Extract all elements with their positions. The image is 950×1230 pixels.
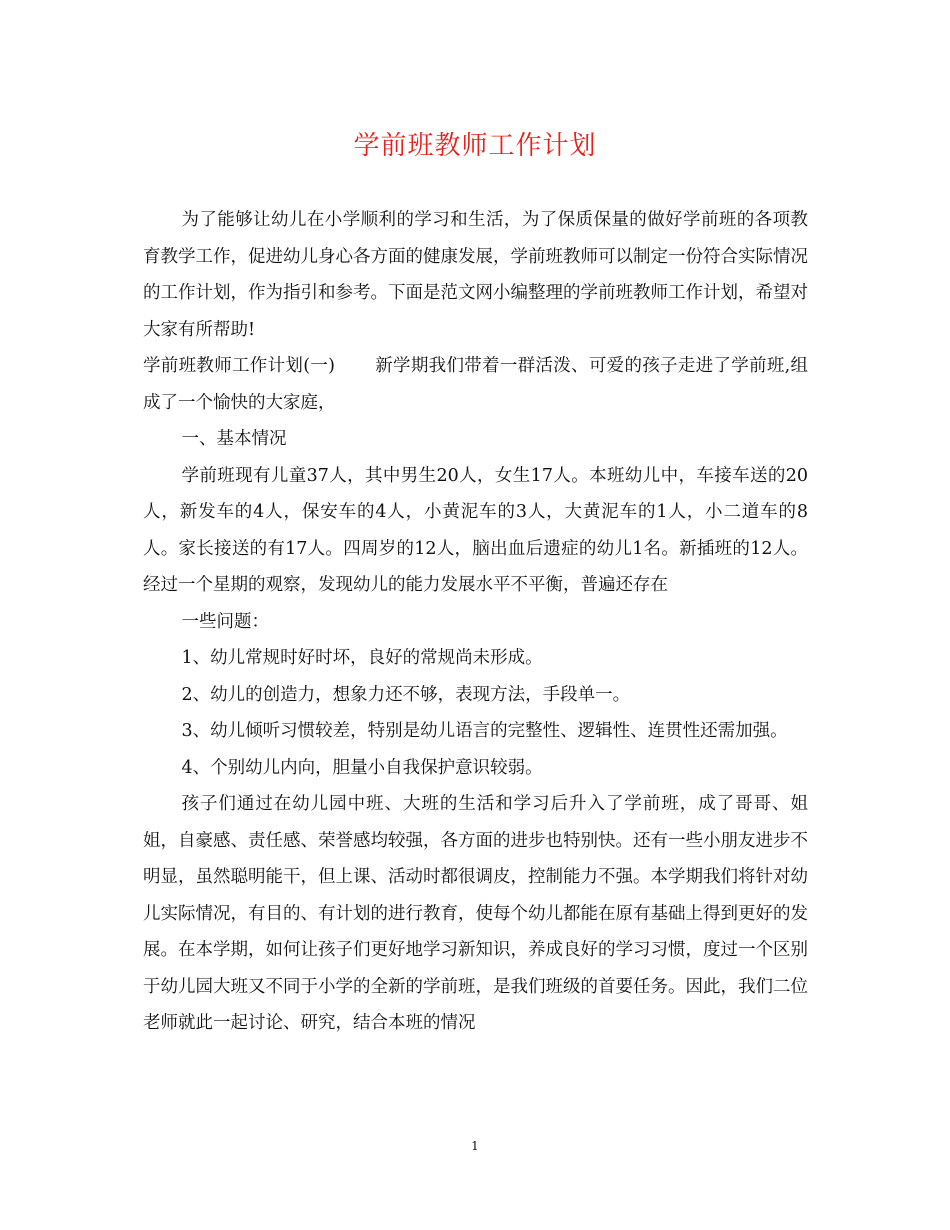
problem-item-1: 1、幼儿常规时好时坏，良好的常规尚未形成。 — [181, 648, 543, 668]
document-title: 学前班教师工作计划 — [353, 131, 597, 161]
intro-paragraph: 为了能够让幼儿在小学顺利的学习和生活，为了保质保量的做好学前班的各项教育教学工作，促进幼儿身心各方面的健康发展，学前班教师可以制定一份符合实际情况的工作计划，作为指引和参考。下面是范文网小编整理的学前班教师工作计划，希望对大家有所帮助! — [143, 210, 808, 340]
section-heading: 学前班教师工作计划(一) — [143, 356, 335, 376]
section-heading-line — [143, 348, 808, 421]
problem-item-2: 2、幼儿的创造力，想象力还不够，表现方法，手段单一。 — [181, 684, 631, 705]
basic-info-heading: 一、基本情况 — [181, 429, 287, 449]
section-intro: 新学期我们带着一群活泼、可爱的孩子走进了学前班,组成了一个愉快的大家庭， — [143, 356, 809, 413]
problem-item-3: 3、幼儿倾听习惯较差，特别是幼儿语言的完整性、逻辑性、连贯性还需加强。 — [181, 721, 788, 741]
document-body — [143, 202, 808, 1042]
page-number: 1 — [471, 1139, 479, 1153]
semester-goals-paragraph: 孩子们通过在幼儿园中班、大班的生活和学习后升入了学前班，成了哥哥、姐姐，自豪感、责任感、荣誉感均较强，各方面的进步也特别快。还有一些小朋友进步不明显，虽然聪明能干，但上课、活动时都很调皮，控制能力不强。本学期我们将针对幼儿实际情况，有目的、有计划的进行教育，使每个幼儿都能在原有基础上得到更好的发展。在本学期，如何让孩子们更好地学习新知识，养成良好的学习习惯，度过一个区别于幼儿园大班又不同于小学的全新的学前班，是我们班级的首要任务。因此，我们二位老师就此一起讨论、研究，结合本班的情况 — [143, 794, 808, 1033]
problem-item-4: 4、个别幼儿内向，胆量小自我保护意识较弱。 — [181, 757, 543, 778]
problems-intro: 一些问题： — [181, 611, 269, 632]
class-stats-paragraph: 学前班现有儿童37人，其中男生20人，女生17人。本班幼儿中，车接车送的20人，新发车的4人，保安车的4人，小黄泥车的3人，大黄泥车的1人，小二道车的8人。家长接送的有17人。四周岁的12人，脑出血后遗症的幼儿1名。新插班的12人。经过一个星期的观察，发现幼儿的能力发展水平不平衡，普遍还存在 — [143, 465, 808, 595]
